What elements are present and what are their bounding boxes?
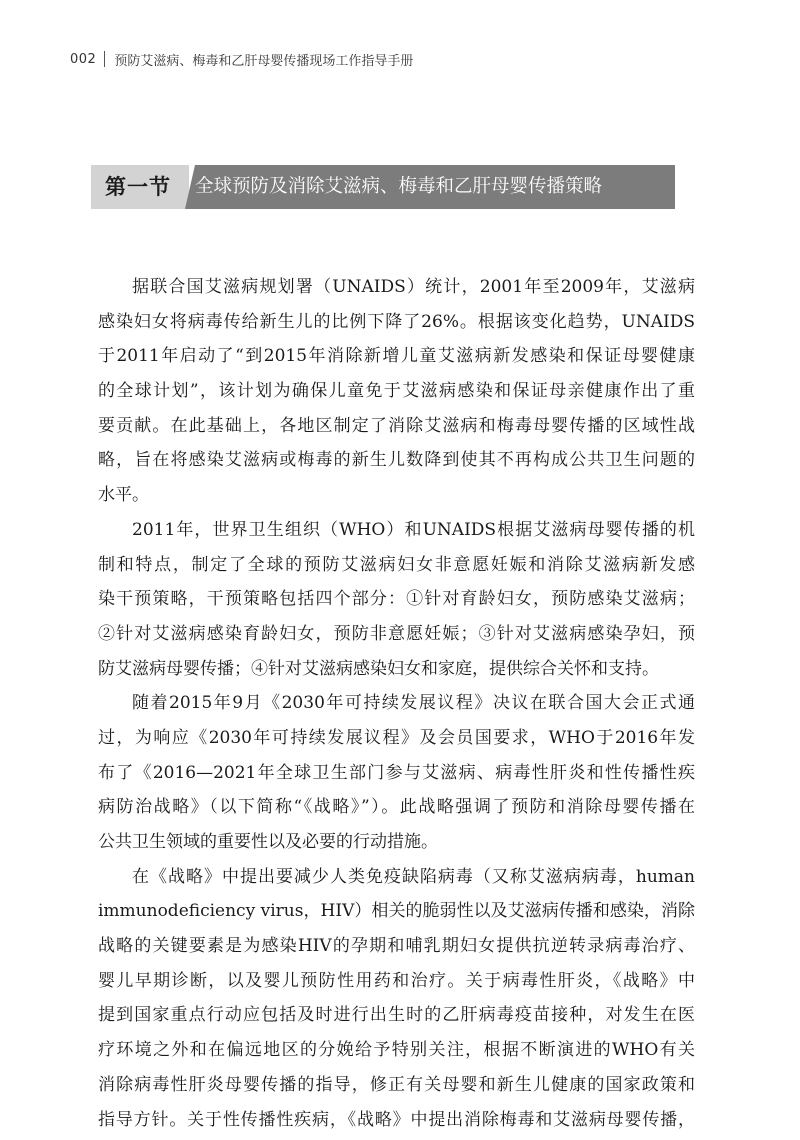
- text-line: 指导方针。关于性传播性疾病，《战略》中提出消除梅毒和艾滋病母婴传播，: [98, 1109, 695, 1130]
- text-line: 在《战略》中提出要减少人类免疫缺陷病毒（又称艾滋病病毒，human: [132, 866, 695, 887]
- header-divider: [104, 51, 105, 67]
- text-line: 疗环境之外和在偏远地区的分娩给予特别关注，根据不断演进的WHO有关: [98, 1040, 695, 1061]
- section-title: 全球预防及消除艾滋病、梅毒和乙肝母婴传播策略: [195, 176, 603, 197]
- paragraph: [98, 513, 695, 686]
- text-line: 随着2015年9月《2030年可持续发展议程》决议在联合国大会正式通: [132, 693, 695, 714]
- text-line: 感染妇女将病毒传给新生儿的比例下降了26%。根据该变化趋势，UNAIDS: [98, 311, 695, 332]
- text-line: 于2011年启动了“到2015年消除新增儿童艾滋病新发感染和保证母婴健康: [98, 346, 695, 367]
- text-line: 公共卫生领域的重要性以及必要的行动措施。: [98, 832, 438, 852]
- text-line: 的全球计划”，该计划为确保儿童免于艾滋病感染和保证母亲健康作出了重: [98, 381, 695, 402]
- text-line: 消除病毒性肝炎母婴传播的指导，修正有关母婴和新生儿健康的国家政策和: [98, 1074, 695, 1095]
- text-line: 制和特点，制定了全球的预防艾滋病妇女非意愿妊娠和消除艾滋病新发感: [98, 554, 695, 575]
- text-line: 水平。: [98, 485, 149, 506]
- running-header: [70, 48, 413, 70]
- text-line: 要贡献。在此基础上，各地区制定了消除艾滋病和梅毒母婴传播的区域性战: [98, 415, 695, 436]
- text-line: 布了《2016—2021年全球卫生部门参与艾滋病、病毒性肝炎和性传播性疾: [98, 762, 695, 783]
- text-line: 婴儿早期诊断，以及婴儿预防性用药和治疗。关于病毒性肝炎，《战略》中: [98, 970, 695, 991]
- text-line: ②针对艾滋病感染育龄妇女，预防非意愿妊娠；③针对艾滋病感染孕妇，预: [98, 623, 695, 644]
- text-line: 染干预策略，干预策略包括四个部分：①针对育龄妇女，预防感染艾滋病；: [98, 589, 695, 610]
- page-number: 002: [70, 51, 97, 67]
- text-line: 略，旨在将感染艾滋病或梅毒的新生儿数降到使其不再构成公共卫生问题的: [98, 450, 695, 471]
- text-line: 过，为响应《2030年可持续发展议程》及会员国要求，WHO于2016年发: [98, 727, 695, 748]
- section-banner: [91, 165, 675, 209]
- paragraph: [98, 686, 695, 859]
- text-line: 据联合国艾滋病规划署（UNAIDS）统计，2001年至2009年，艾滋病: [132, 277, 695, 297]
- section-number: 第一节: [105, 174, 171, 199]
- text-line: immunodeficiency virus，HIV）相关的脆弱性以及艾滋病传播和感染，消除: [98, 901, 695, 922]
- text-line: 病防治战略》（以下简称“《战略》”）。此战略强调了预防和消除母婴传播在: [98, 797, 695, 818]
- text-line: 2011年，世界卫生组织（WHO）和UNAIDS根据艾滋病母婴传播的机: [132, 519, 695, 540]
- text-line: 防艾滋病母婴传播；④针对艾滋病感染妇女和家庭，提供综合关怀和支持。: [98, 658, 659, 679]
- text-line: 战略的关键要素是为感染HIV的孕期和哺乳期妇女提供抗逆转录病毒治疗、: [98, 936, 695, 957]
- paragraph: [98, 860, 695, 1138]
- book-title: 预防艾滋病、梅毒和乙肝母婴传播现场工作指导手册: [114, 53, 414, 69]
- body-text: [98, 270, 695, 1137]
- text-line: 提到国家重点行动应包括及时进行出生时的乙肝病毒疫苗接种，对发生在医: [98, 1005, 695, 1026]
- paragraph: [98, 270, 695, 513]
